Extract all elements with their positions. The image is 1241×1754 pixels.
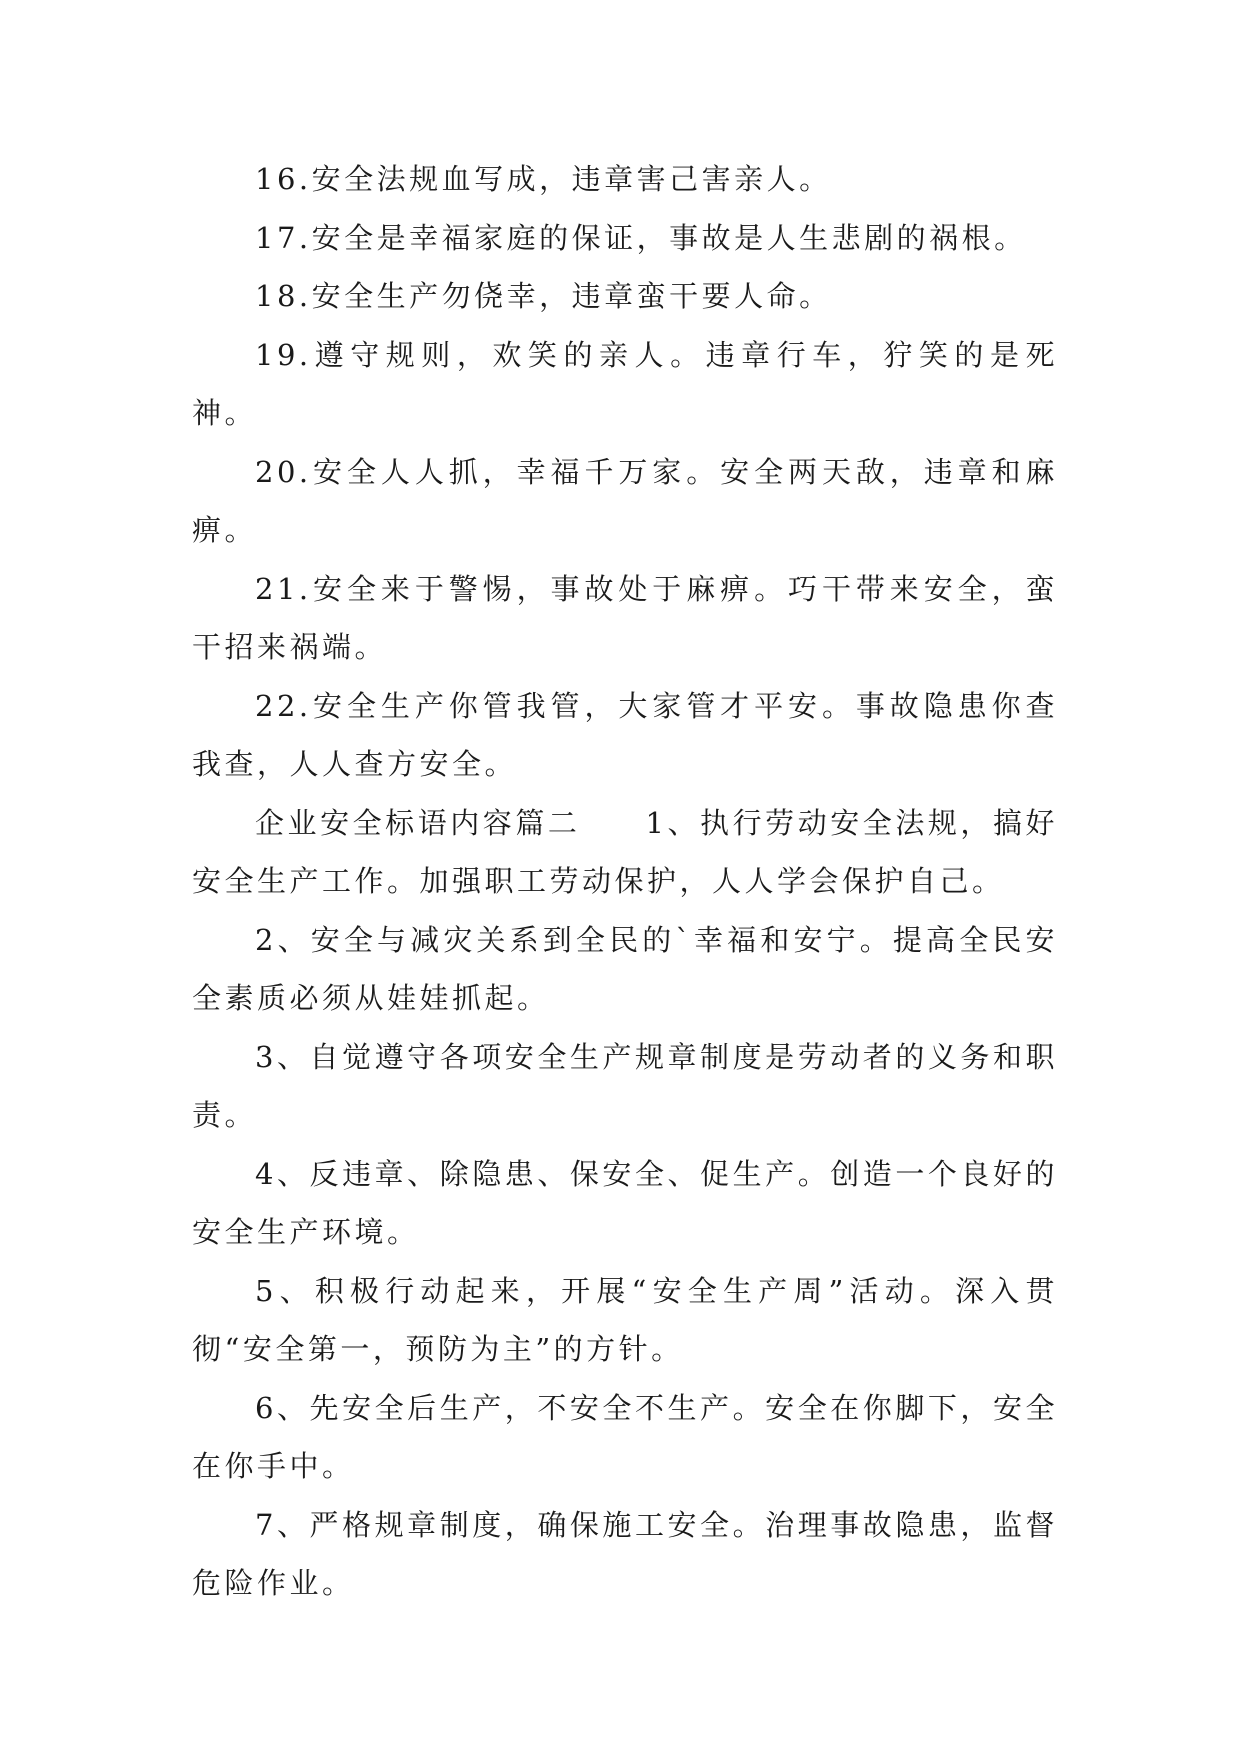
slogan-paragraph-20: 20.安全人人抓，幸福千万家。安全两天敌，违章和麻痹。	[192, 454, 1058, 547]
slogan-paragraph-16: 16.安全法规血写成，违章害己害亲人。	[255, 162, 832, 196]
slogan-paragraph-6: 6、先安全后生产，不安全不生产。安全在你脚下，安全在你手中。	[192, 1390, 1058, 1483]
slogan-paragraph-3: 3、自觉遵守各项安全生产规章制度是劳动者的义务和职责。	[192, 1039, 1058, 1132]
slogan-paragraph-22: 22.安全生产你管我管，大家管才平安。事故隐患你查我查，人人查方安全。	[192, 688, 1058, 781]
slogan-paragraph-7: 7、严格规章制度，确保施工安全。治理事故隐患，监督危险作业。	[192, 1507, 1058, 1600]
slogan-paragraph-17: 17.安全是幸福家庭的保证，事故是人生悲剧的祸根。	[255, 220, 1027, 255]
slogan-paragraph-5: 5、积极行动起来，开展“安全生产周”活动。深入贯彻“安全第一，预防为主”的方针。	[192, 1273, 1058, 1366]
document-body	[192, 150, 1058, 1613]
section-heading-paragraph: 企业安全标语内容篇二 1、执行劳动安全法规，搞好安全生产工作。加强职工劳动保护，人人学会保护自己。	[192, 805, 1058, 898]
slogan-paragraph-21: 21.安全来于警惕，事故处于麻痹。巧干带来安全，蛮干招来祸端。	[192, 571, 1058, 664]
slogan-paragraph-4: 4、反违章、除隐患、保安全、促生产。创造一个良好的安全生产环境。	[192, 1156, 1058, 1249]
slogan-paragraph-18: 18.安全生产勿侥幸，违章蛮干要人命。	[255, 279, 832, 313]
slogan-paragraph-2: 2、安全与减灾关系到全民的`幸福和安宁。提高全民安全素质必须从娃娃抓起。	[192, 922, 1058, 1015]
slogan-paragraph-19: 19.遵守规则，欢笑的亲人。违章行车，狞笑的是死神。	[192, 337, 1058, 430]
